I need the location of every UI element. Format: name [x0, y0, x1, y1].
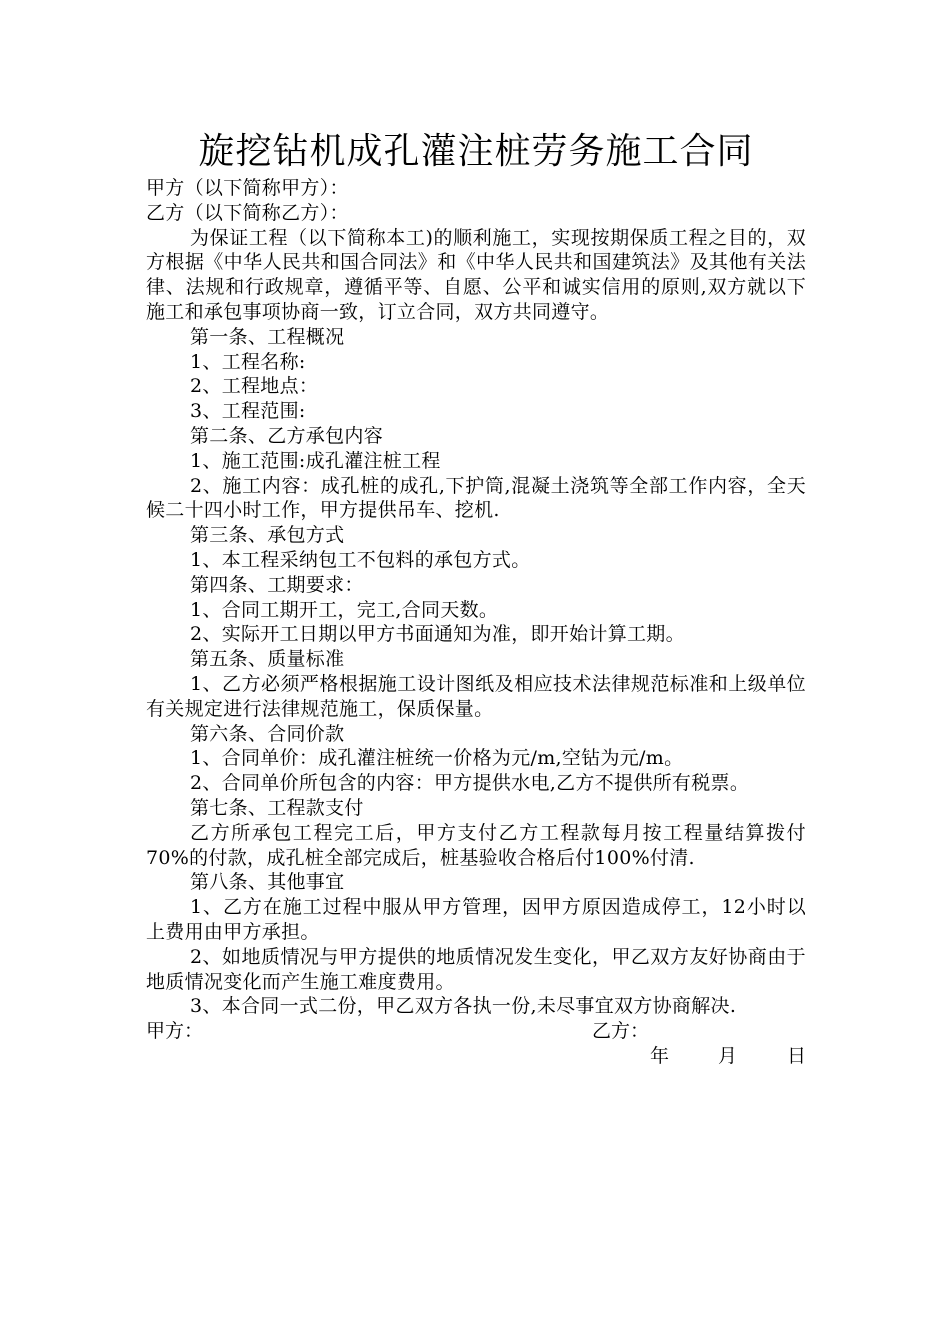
date-month: 月	[718, 1045, 738, 1068]
article-7-heading: 第七条、工程款支付	[190, 796, 364, 819]
article-4-heading: 第四条、工期要求：	[190, 573, 364, 596]
article-6-item-1: 1、合同单价：成孔灌注桩统一价格为元/m,空钻为元/m。	[190, 747, 684, 770]
article-8-heading: 第八条、其他事宜	[190, 871, 345, 894]
article-2-item-1: 1、施工范围:成孔灌注桩工程	[190, 449, 441, 472]
article-5-item-1: 1、乙方必须严格根据施工设计图纸及相应技术法律规范标准和上级单位有关规定进行法律规范施工，保质保量。	[146, 672, 806, 720]
date-day: 日	[787, 1045, 807, 1068]
article-8-item-3: 3、本合同一式二份，甲乙双方各执一份,未尽事宜双方协商解决.	[190, 995, 737, 1018]
article-1-heading: 第一条、工程概况	[190, 325, 345, 348]
signature-party-b: 乙方：	[592, 1020, 650, 1043]
signature-row	[146, 1019, 806, 1044]
article-6-item-2: 2、合同单价所包含的内容：甲方提供水电,乙方不提供所有税票。	[190, 772, 750, 795]
article-4-item-1: 1、合同工期开工，完工,合同天数。	[190, 598, 499, 621]
article-1-item-2: 2、工程地点：	[190, 375, 319, 398]
article-8-item-1: 1、乙方在施工过程中服从甲方管理，因甲方原因造成停工，12小时以上费用由甲方承担。	[146, 896, 806, 943]
intro-paragraph: 为保证工程（以下简称本工)的顺利施工，实现按期保质工程之目的，双方根据《中华人民共和国合同法》和《中华人民共和国建筑法》及其他有关法律、法规和行政规章，遵循平等、自愿、公平和诚实信用的原则,双方就以下施工和承包事项协商一致，订立合同，双方共同遵守。	[146, 226, 806, 323]
party-b-line: 乙方（以下简称乙方）：	[146, 201, 349, 224]
article-3-heading: 第三条、承包方式	[190, 524, 345, 547]
article-2-heading: 第二条、乙方承包内容	[190, 424, 384, 447]
party-a-line: 甲方（以下简称甲方）：	[146, 177, 349, 199]
article-7-item-1: 乙方所承包工程完工后，甲方支付乙方工程款每月按工程量结算拨付70%的付款，成孔桩全部完成后，桩基验收合格后付100%付清.	[146, 821, 806, 869]
article-4-item-2: 2、实际开工日期以甲方书面通知为准，即开始计算工期。	[190, 623, 685, 646]
contract-page	[146, 130, 806, 1069]
article-1-item-1: 1、工程名称:	[190, 350, 306, 373]
document-title: 旋挖钻机成孔灌注桩劳务施工合同	[198, 131, 754, 172]
article-3-item-1: 1、本工程采纳包工不包料的承包方式。	[190, 548, 531, 571]
article-5-heading: 第五条、质量标准	[190, 648, 345, 671]
signature-party-a: 甲方：	[146, 1020, 204, 1043]
article-6-heading: 第六条、合同价款	[190, 722, 345, 745]
article-2-item-2: 2、施工内容：成孔桩的成孔,下护筒,混凝土浇筑等全部工作内容，全天候二十四小时工作，甲方提供吊车、挖机.	[146, 474, 806, 522]
date-row	[146, 1044, 806, 1069]
date-year: 年	[650, 1045, 670, 1068]
article-1-item-3: 3、工程范围:	[190, 400, 306, 423]
article-8-item-2: 2、如地质情况与甲方提供的地质情况发生变化，甲乙双方友好协商由于地质情况变化而产生施工难度费用。	[146, 945, 806, 993]
